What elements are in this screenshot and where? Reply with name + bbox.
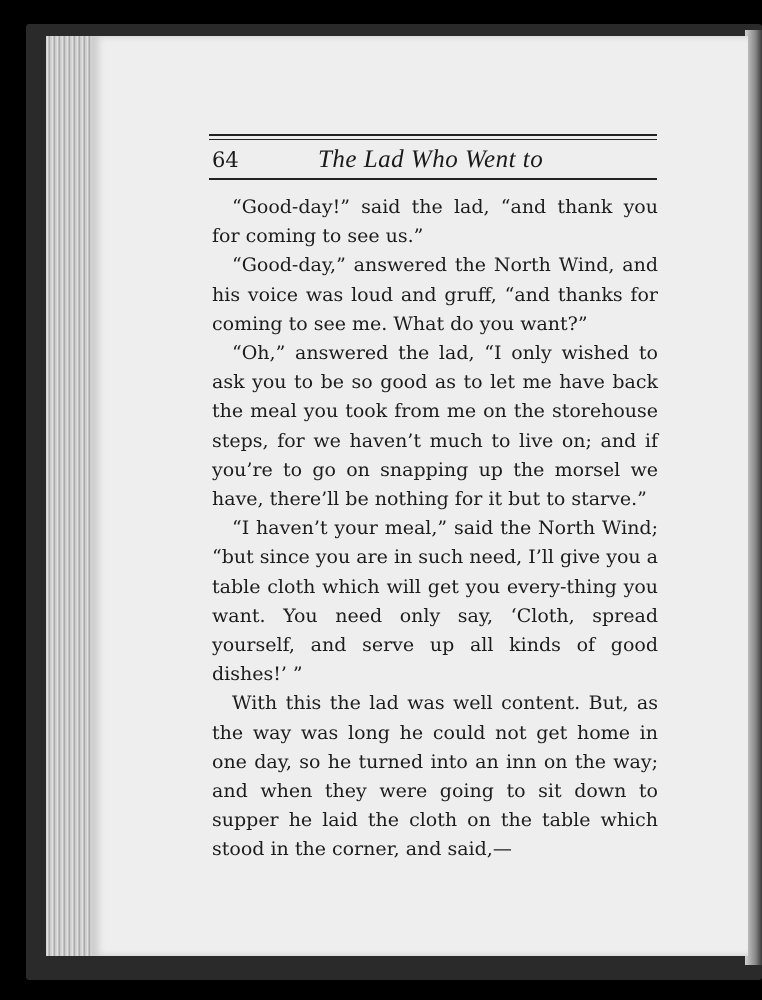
paragraph: “Good-day,” answered the North Wind, and his voice was loud and gruff, “and thanks for coming to see me. What do you want?” (212, 254, 658, 335)
running-title: The Lad Who Went to (318, 146, 544, 173)
header-rule-top-thin (209, 139, 657, 140)
page-stack-edge (46, 36, 94, 956)
paragraph: With this the lad was well content. But, as the way was long he could not get home in one day, so he turned into an inn on the way; and when they were going to sit down to supper he laid the cloth on the table which stood in the corner, and said,— (212, 692, 658, 861)
page-number: 64 (212, 148, 239, 172)
paragraph: “I haven’t your meal,” said the North Wind; “but since you are in such need, I’ll give you a table cloth which will get you every-thing you want. You need only say, ‘Cloth, spread yourself, and serve up all kinds of good dishes!’ ” (212, 517, 658, 686)
header-rule-bottom (209, 178, 657, 180)
paragraph: “Good-day!” said the lad, “and thank you for coming to see us.” (212, 196, 658, 248)
body-text (212, 193, 658, 865)
header-rule-top (209, 134, 657, 136)
paragraph: “Oh,” answered the lad, “I only wished to ask you to be so good as to let me have back the meal you took from me on the storehouse steps, for we haven’t much to live on; and if you’re to go on snapping up the morsel we have, there’ll be nothing for it but to starve.” (212, 342, 658, 511)
